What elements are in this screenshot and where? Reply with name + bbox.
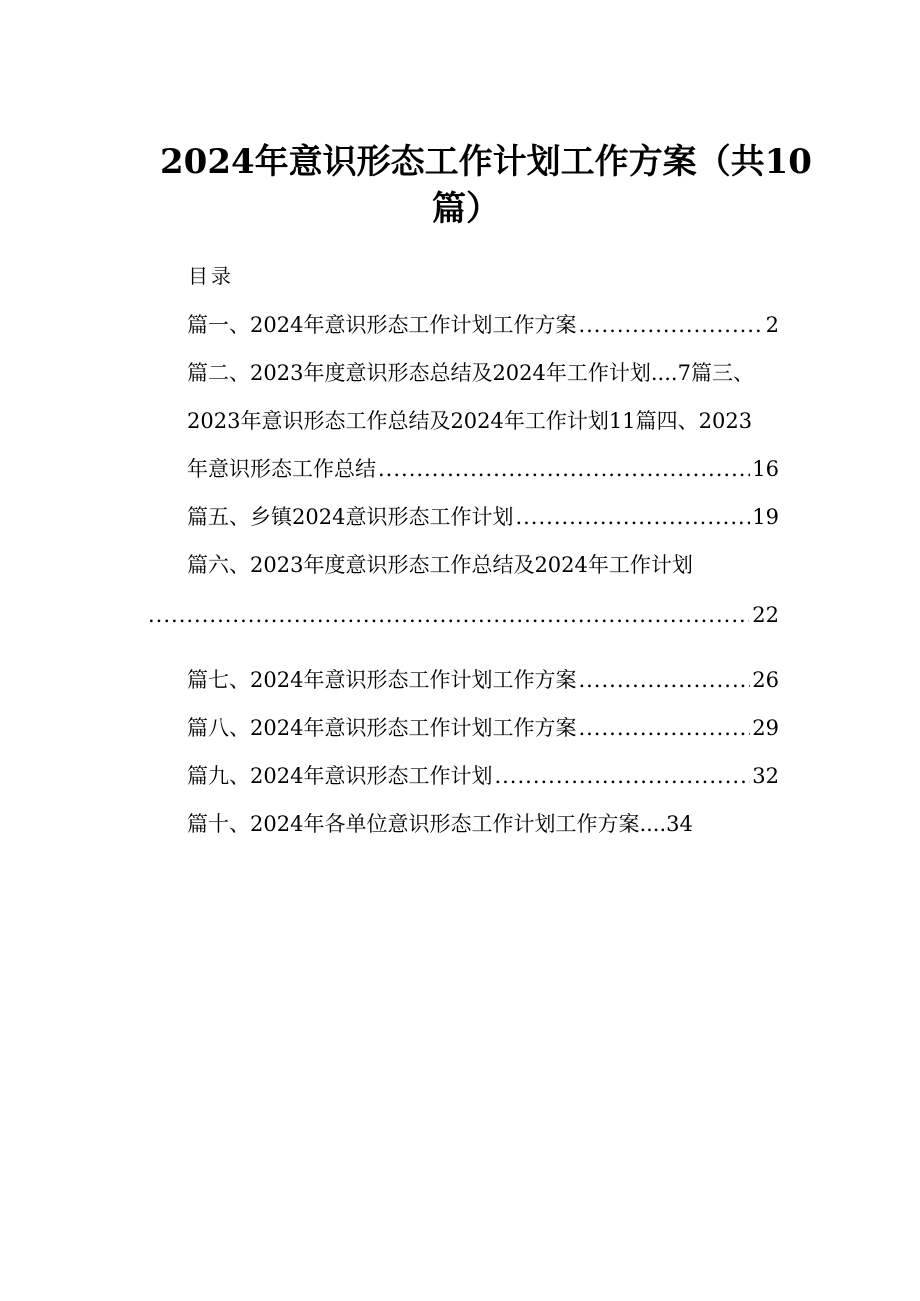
toc-entry-text: 篇一、2024年意识形态工作计划工作方案 [187, 313, 577, 337]
toc-entry-text: 篇八、2024年意识形态工作计划工作方案 [187, 716, 577, 740]
toc-page-number: 32 [752, 764, 779, 788]
toc-entry-4[interactable] [187, 454, 779, 484]
toc-entry-2[interactable]: 篇二、2023年度意识形态总结及2024年工作计划....7篇三、 [187, 361, 754, 385]
toc-entry-10[interactable]: 篇十、2024年各单位意识形态工作计划工作方案....34 [187, 812, 693, 836]
toc-entry-text: 篇五、乡镇2024意识形态工作计划 [187, 505, 514, 529]
toc-entry-7[interactable] [187, 665, 779, 695]
toc-entry-3[interactable]: 2023年意识形态工作总结及2024年工作计划11篇四、2023 [187, 409, 753, 433]
toc-leader-dots [578, 310, 763, 340]
toc-entry-6-leader[interactable] [148, 600, 779, 630]
toc-entry-text: 篇七、2024年意识形态工作计划工作方案 [187, 668, 577, 692]
toc-leader-dots [378, 454, 750, 484]
toc-entry-text: 年意识形态工作总结 [187, 457, 376, 481]
toc-entry-text: 篇九、2024年意识形态工作计划 [187, 764, 493, 788]
toc-entry-6[interactable]: 篇六、2023年度意识形态工作总结及2024年工作计划 [187, 553, 693, 577]
toc-entry-9[interactable] [187, 761, 779, 791]
toc-entry-1[interactable] [187, 310, 779, 340]
toc-leader-dots [148, 600, 749, 630]
toc-page-number: 29 [752, 716, 779, 740]
toc-leader-dots [578, 665, 750, 695]
toc-page-number: 16 [752, 457, 779, 481]
toc-page-number: 22 [752, 603, 779, 627]
document-title-line-2: 篇） [432, 189, 500, 229]
toc-heading: 目录 [188, 264, 234, 288]
toc-page-number: 19 [752, 505, 779, 529]
toc-leader-dots [515, 502, 750, 532]
toc-leader-dots [494, 761, 750, 791]
toc-entry-8[interactable] [187, 713, 779, 743]
toc-leader-dots [578, 713, 750, 743]
toc-page-number: 2 [765, 313, 779, 337]
toc-entry-5[interactable] [187, 502, 779, 532]
document-title-line-1: 2024年意识形态工作计划工作方案（共10 [160, 142, 812, 182]
toc-page-number: 26 [752, 668, 779, 692]
